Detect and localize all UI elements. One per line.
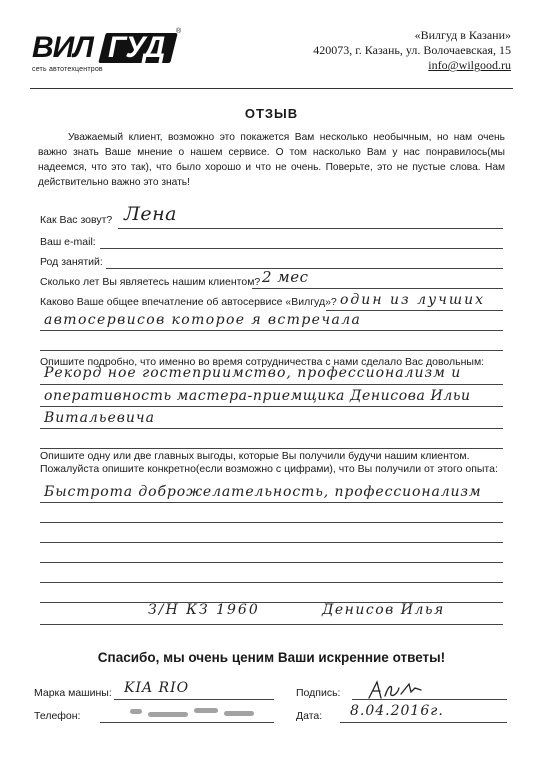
impression-value-1[interactable]: один из лучших: [340, 292, 486, 308]
satisfied-value-1[interactable]: Рекорд ное гостеприимство, профессионализм и: [44, 365, 462, 381]
logo-text-left: ВИЛ: [32, 31, 93, 64]
occupation-label: Род занятий:: [40, 256, 103, 268]
date-value[interactable]: 8.04.2016г.: [350, 703, 444, 719]
benefits-label-1: Опишите одну или две главных выгоды, которые Вы получили будучи нашим клиентом.: [40, 450, 470, 462]
handwritten-signature: [365, 678, 445, 702]
satisfied-value-2[interactable]: оперативность мастера-приемщика Денисова Ильи: [44, 388, 471, 404]
phone-redacted: [120, 706, 270, 720]
address-line-1: «Вилгуд в Казани»: [414, 28, 511, 42]
logo-subtitle: сеть автотехцентров: [32, 66, 103, 73]
benefits-label-2: Пожалуйста опишите конкретно(если возможно с цифрами), что Вы получили от этого опыта:: [40, 463, 498, 475]
benefits-line-2[interactable]: [40, 522, 503, 523]
page-title: ОТЗЫВ: [244, 106, 299, 121]
order-note[interactable]: З/Н КЗ 1960: [148, 602, 260, 618]
registered-mark: ®: [176, 28, 182, 35]
car-line: [114, 699, 274, 700]
company-logo: [30, 30, 180, 78]
satisfied-line-3: [40, 428, 503, 429]
benefits-line-1: [40, 502, 503, 503]
benefits-line-7[interactable]: [40, 624, 503, 625]
satisfied-label: Опишите подробно, что именно во время сотрудничества с нами сделало Вас довольным:: [40, 356, 485, 368]
master-name-note[interactable]: Денисов Илья: [322, 602, 445, 618]
impression-line-3[interactable]: [40, 350, 503, 351]
name-value[interactable]: Лена: [124, 203, 177, 225]
signature-label: Подпись:: [296, 687, 341, 699]
years-label: Сколько лет Вы являетесь нашим клиентом?: [40, 276, 261, 288]
header-divider: [30, 88, 513, 89]
years-value[interactable]: 2 мес: [262, 268, 309, 286]
name-label: Как Вас зовут?: [40, 214, 113, 226]
benefits-line-5[interactable]: [40, 582, 503, 583]
satisfied-value-3[interactable]: Витальевича: [44, 410, 155, 426]
address-line-2: 420073, г. Казань, ул. Волочаевская, 15: [313, 43, 511, 57]
impression-value-2[interactable]: автосервисов которое я встречала: [44, 312, 362, 328]
email-link[interactable]: info@wilgood.ru: [428, 58, 511, 72]
benefits-line-3[interactable]: [40, 542, 503, 543]
satisfied-line-4[interactable]: [40, 448, 503, 449]
car-label: Марка машины:: [34, 687, 112, 699]
impression-label: Каково Ваше общее впечатление об автосервисе «Вилгуд»?: [40, 296, 337, 308]
phone-label: Телефон:: [34, 710, 81, 722]
email-label: Ваш e-mail:: [40, 236, 96, 248]
benefits-value[interactable]: Быстрота доброжелательность, профессионализм: [44, 484, 482, 500]
company-address: [313, 28, 511, 73]
logo-text-right: ГУД: [108, 31, 165, 64]
car-value[interactable]: KIA RIO: [124, 680, 190, 696]
date-line: [340, 722, 507, 723]
impression-line-2: [40, 330, 503, 331]
email-line[interactable]: [100, 248, 503, 249]
impression-line-1: [326, 310, 503, 311]
date-label: Дата:: [296, 710, 323, 722]
intro-text: Уважаемый клиент, возможно это покажется Вам несколько необычным, но нам очень важно знать Ваше мнение о нашем сервисе. О том насколько Вам у нас понравилось(мы надеемся, что это так), что было хорошо и что не очень. Поверьте, это не пустые слова. Нам действительно важно это знать!: [38, 132, 505, 188]
satisfied-line-2: [40, 406, 503, 407]
satisfied-line-1: [40, 384, 503, 385]
thanks-message: Спасибо, мы очень ценим Ваши искренние ответы!: [97, 650, 446, 665]
years-line: [252, 288, 503, 289]
phone-line[interactable]: [100, 722, 274, 723]
name-line: [118, 228, 503, 229]
benefits-line-4[interactable]: [40, 562, 503, 563]
